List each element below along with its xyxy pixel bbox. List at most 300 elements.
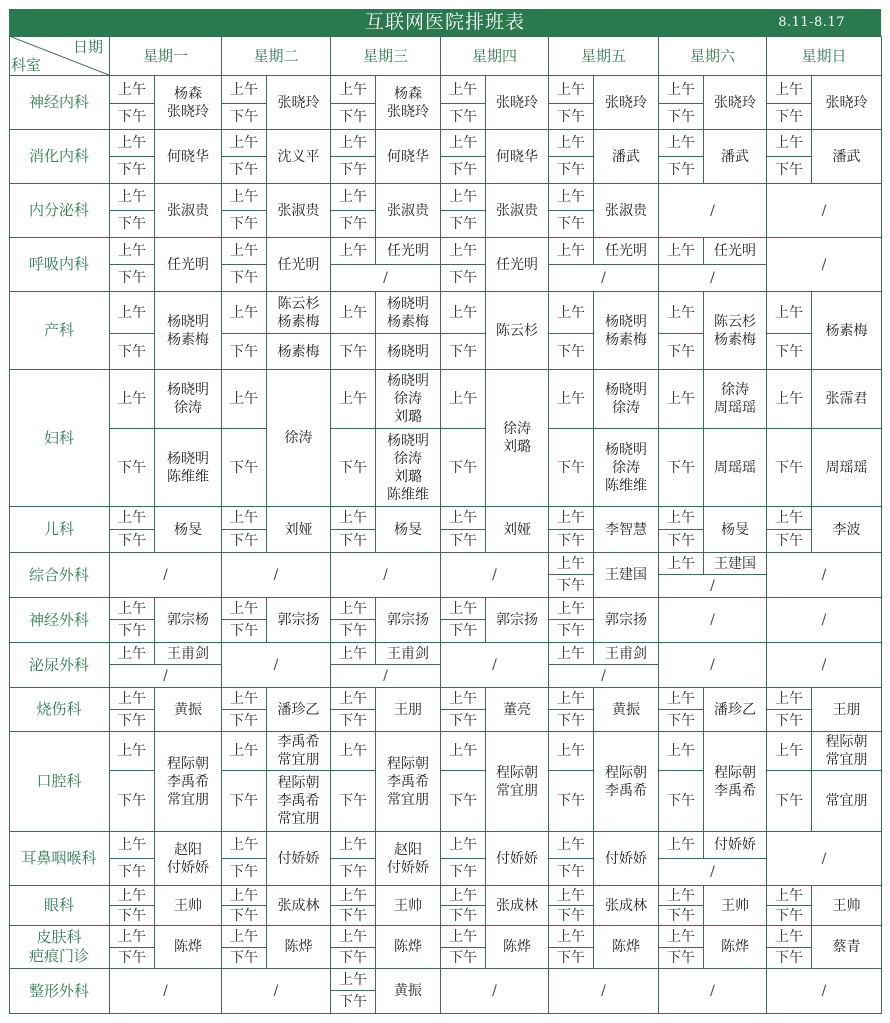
am-label: 上午 — [549, 732, 594, 771]
doctor-names: 徐涛 周瑶瑶 — [704, 370, 767, 429]
date-range: 8.11-8.17 — [778, 15, 845, 30]
am-label: 上午 — [110, 130, 155, 157]
empty-slot: / — [767, 184, 882, 238]
am-label: 上午 — [222, 370, 267, 429]
am-label: 上午 — [549, 598, 594, 620]
doctor-names: 任光明 — [376, 238, 441, 265]
doctor-names: 周瑶瑶 — [812, 429, 882, 507]
doctor-names: 程际朝 李禹希 常宜朋 — [267, 771, 331, 832]
doctor-names: 任光明 — [704, 238, 767, 265]
doctor-names: 程际朝 常宜朋 — [812, 732, 882, 771]
am-label: 上午 — [331, 184, 376, 211]
doctor-names: 刘娅 — [486, 507, 549, 553]
doctor-names: 张晓玲 — [594, 76, 659, 130]
am-label: 上午 — [222, 130, 267, 157]
doctor-names: 陈烨 — [155, 926, 222, 969]
pm-label: 下午 — [549, 906, 594, 926]
pm-label: 下午 — [110, 104, 155, 130]
empty-slot: / — [110, 553, 222, 598]
pm-label: 下午 — [331, 429, 376, 507]
am-label: 上午 — [441, 238, 486, 265]
pm-label: 下午 — [549, 530, 594, 553]
doctor-names: 张晓玲 — [704, 76, 767, 130]
am-label: 上午 — [659, 507, 704, 530]
pm-label: 下午 — [110, 771, 155, 832]
pm-label: 下午 — [110, 265, 155, 292]
am-label: 上午 — [331, 643, 376, 665]
department-name: 综合外科 — [9, 553, 110, 598]
doctor-names: 陈烨 — [267, 926, 331, 969]
pm-label: 下午 — [549, 334, 594, 370]
doctor-names: 陈烨 — [594, 926, 659, 969]
pm-label: 下午 — [222, 104, 267, 130]
pm-label: 下午 — [549, 157, 594, 184]
doctor-names: 潘武 — [812, 130, 882, 184]
pm-label: 下午 — [110, 429, 155, 507]
pm-label: 下午 — [659, 948, 704, 969]
doctor-names: 王帅 — [812, 886, 882, 926]
pm-label: 下午 — [441, 710, 486, 732]
day-header: 星期日 — [767, 36, 882, 76]
pm-label: 下午 — [441, 530, 486, 553]
doctor-names: 王朋 — [812, 688, 882, 732]
doctor-names: 王帅 — [376, 886, 441, 926]
pm-label: 下午 — [331, 859, 376, 886]
pm-label: 下午 — [331, 710, 376, 732]
am-label: 上午 — [331, 507, 376, 530]
am-label: 上午 — [110, 292, 155, 334]
pm-label: 下午 — [549, 620, 594, 643]
doctor-names: 何晓华 — [155, 130, 222, 184]
am-label: 上午 — [767, 76, 812, 104]
pm-label: 下午 — [110, 710, 155, 732]
pm-label: 下午 — [331, 620, 376, 643]
pm-label: 下午 — [659, 771, 704, 832]
doctor-names: 陈云杉 杨素梅 — [704, 292, 767, 370]
am-label: 上午 — [331, 688, 376, 710]
am-label: 上午 — [441, 507, 486, 530]
pm-label: 下午 — [222, 530, 267, 553]
doctor-names: 杨晓明 徐涛 刘璐 — [376, 370, 441, 429]
doctor-names: 张晓玲 — [267, 76, 331, 130]
day-header: 星期六 — [659, 36, 767, 76]
am-label: 上午 — [441, 926, 486, 948]
doctor-names: 程际朝 李禹希 — [704, 732, 767, 832]
pm-label: 下午 — [222, 429, 267, 507]
am-label: 上午 — [222, 238, 267, 265]
doctor-names: 杨旻 — [704, 507, 767, 553]
doctor-names: 郭宗扬 — [267, 598, 331, 643]
department-name: 神经外科 — [9, 598, 110, 643]
pm-label: 下午 — [441, 906, 486, 926]
doctor-names: 付娇娇 — [594, 832, 659, 886]
day-header: 星期五 — [549, 36, 659, 76]
pm-label: 下午 — [110, 334, 155, 370]
empty-slot: / — [110, 665, 222, 688]
am-label: 上午 — [659, 688, 704, 710]
am-label: 上午 — [659, 926, 704, 948]
empty-slot: / — [549, 665, 659, 688]
pm-label: 下午 — [222, 859, 267, 886]
empty-slot: / — [222, 553, 331, 598]
pm-label: 下午 — [110, 211, 155, 238]
doctor-names: 潘珍乙 — [704, 688, 767, 732]
doctor-names: 黄振 — [376, 969, 441, 1014]
pm-label: 下午 — [441, 948, 486, 969]
pm-label: 下午 — [441, 859, 486, 886]
doctor-names: 何晓华 — [486, 130, 549, 184]
am-label: 上午 — [331, 76, 376, 104]
am-label: 上午 — [441, 598, 486, 620]
doctor-names: 张晓玲 — [486, 76, 549, 130]
doctor-names: 潘珍乙 — [267, 688, 331, 732]
doctor-names: 陈烨 — [376, 926, 441, 969]
am-label: 上午 — [441, 370, 486, 429]
empty-slot: / — [767, 969, 882, 1014]
pm-label: 下午 — [767, 104, 812, 130]
pm-label: 下午 — [767, 948, 812, 969]
am-label: 上午 — [222, 76, 267, 104]
empty-slot: / — [441, 969, 549, 1014]
am-label: 上午 — [222, 598, 267, 620]
am-label: 上午 — [659, 732, 704, 771]
department-name: 呼吸内科 — [9, 238, 110, 292]
empty-slot: / — [767, 238, 882, 292]
doctor-names: 潘武 — [704, 130, 767, 184]
pm-label: 下午 — [110, 157, 155, 184]
doctor-names: 李智慧 — [594, 507, 659, 553]
am-label: 上午 — [659, 76, 704, 104]
pm-label: 下午 — [659, 157, 704, 184]
doctor-names: 杨森 张晓玲 — [155, 76, 222, 130]
empty-slot: / — [659, 575, 767, 598]
pm-label: 下午 — [441, 771, 486, 832]
am-label: 上午 — [441, 292, 486, 334]
am-label: 上午 — [110, 688, 155, 710]
pm-label: 下午 — [549, 429, 594, 507]
doctor-names: 付娇娇 — [704, 832, 767, 859]
empty-slot: / — [659, 643, 767, 688]
am-label: 上午 — [659, 553, 704, 575]
doctor-names: 黄振 — [594, 688, 659, 732]
am-label: 上午 — [110, 76, 155, 104]
department-name: 烧伤科 — [9, 688, 110, 732]
am-label: 上午 — [549, 507, 594, 530]
am-label: 上午 — [331, 370, 376, 429]
pm-label: 下午 — [659, 530, 704, 553]
department-name: 消化内科 — [9, 130, 110, 184]
pm-label: 下午 — [441, 157, 486, 184]
doctor-names: 任光明 — [594, 238, 659, 265]
am-label: 上午 — [549, 292, 594, 334]
am-label: 上午 — [222, 184, 267, 211]
doctor-names: 李禹希 常宜朋 — [267, 732, 331, 771]
department-name: 内分泌科 — [9, 184, 110, 238]
doctor-names: 郭宗扬 — [376, 598, 441, 643]
am-label: 上午 — [222, 292, 267, 334]
am-label: 上午 — [110, 643, 155, 665]
am-label: 上午 — [222, 507, 267, 530]
pm-label: 下午 — [767, 530, 812, 553]
am-label: 上午 — [549, 238, 594, 265]
am-label: 上午 — [331, 732, 376, 771]
pm-label: 下午 — [549, 104, 594, 130]
am-label: 上午 — [110, 926, 155, 948]
doctor-names: 张成林 — [486, 886, 549, 926]
doctor-names: 杨素梅 — [812, 292, 882, 370]
am-label: 上午 — [331, 969, 376, 991]
pm-label: 下午 — [110, 859, 155, 886]
pm-label: 下午 — [659, 104, 704, 130]
am-label: 上午 — [549, 76, 594, 104]
doctor-names: 李波 — [812, 507, 882, 553]
am-label: 上午 — [767, 292, 812, 334]
doctor-names: 张淑贵 — [376, 184, 441, 238]
empty-slot: / — [222, 643, 331, 688]
am-label: 上午 — [767, 732, 812, 771]
empty-slot: / — [110, 969, 222, 1014]
doctor-names: 郭宗扬 — [594, 598, 659, 643]
pm-label: 下午 — [110, 620, 155, 643]
am-label: 上午 — [549, 553, 594, 575]
day-header: 星期四 — [441, 36, 549, 76]
pm-label: 下午 — [331, 530, 376, 553]
doctor-names: 郭宗杨 — [155, 598, 222, 643]
pm-label: 下午 — [222, 620, 267, 643]
doctor-names: 张淑贵 — [486, 184, 549, 238]
doctor-names: 董亮 — [486, 688, 549, 732]
doctor-names: 张成林 — [267, 886, 331, 926]
doctor-names: 程际朝 李禹希 常宜朋 — [155, 732, 222, 832]
doctor-names: 王建国 — [704, 553, 767, 575]
doctor-names: 刘娅 — [267, 507, 331, 553]
pm-label: 下午 — [549, 771, 594, 832]
am-label: 上午 — [110, 184, 155, 211]
am-label: 上午 — [441, 130, 486, 157]
pm-label: 下午 — [767, 906, 812, 926]
doctor-names: 任光明 — [267, 238, 331, 292]
empty-slot: / — [331, 553, 441, 598]
pm-label: 下午 — [767, 157, 812, 184]
day-header: 星期一 — [110, 36, 222, 76]
pm-label: 下午 — [441, 211, 486, 238]
am-label: 上午 — [767, 130, 812, 157]
pm-label: 下午 — [549, 948, 594, 969]
pm-label: 下午 — [331, 771, 376, 832]
doctor-names: 杨晓明 杨素梅 — [376, 292, 441, 334]
pm-label: 下午 — [222, 948, 267, 969]
empty-slot: / — [659, 265, 767, 292]
pm-label: 下午 — [659, 710, 704, 732]
pm-label: 下午 — [222, 710, 267, 732]
doctor-names: 王建国 — [594, 553, 659, 598]
am-label: 上午 — [331, 292, 376, 334]
pm-label: 下午 — [549, 859, 594, 886]
am-label: 上午 — [110, 238, 155, 265]
am-label: 上午 — [549, 130, 594, 157]
am-label: 上午 — [331, 130, 376, 157]
doctor-names: 杨晓明 — [376, 334, 441, 370]
pm-label: 下午 — [441, 265, 486, 292]
am-label: 上午 — [441, 886, 486, 906]
empty-slot: / — [767, 598, 882, 643]
pm-label: 下午 — [222, 334, 267, 370]
empty-slot: / — [331, 665, 441, 688]
pm-label: 下午 — [549, 575, 594, 598]
doctor-names: 杨晓明 陈维维 — [155, 429, 222, 507]
am-label: 上午 — [441, 184, 486, 211]
am-label: 上午 — [659, 370, 704, 429]
doctor-names: 郭宗扬 — [486, 598, 549, 643]
doctor-names: 王甫剑 — [155, 643, 222, 665]
doctor-names: 王帅 — [155, 886, 222, 926]
doctor-names: 付娇娇 — [486, 832, 549, 886]
doctor-names: 张晓玲 — [812, 76, 882, 130]
pm-label: 下午 — [331, 334, 376, 370]
corner-date-label: 日期 — [72, 38, 103, 56]
pm-label: 下午 — [331, 948, 376, 969]
doctor-names: 陈云杉 — [486, 292, 549, 370]
doctor-names: 王朋 — [376, 688, 441, 732]
am-label: 上午 — [549, 926, 594, 948]
pm-label: 下午 — [549, 211, 594, 238]
empty-slot: / — [659, 859, 767, 886]
am-label: 上午 — [441, 688, 486, 710]
pm-label: 下午 — [222, 771, 267, 832]
am-label: 上午 — [110, 507, 155, 530]
empty-slot: / — [767, 643, 882, 688]
doctor-names: 常宜朋 — [812, 771, 882, 832]
pm-label: 下午 — [767, 710, 812, 732]
department-name: 儿科 — [9, 507, 110, 553]
pm-label: 下午 — [441, 334, 486, 370]
am-label: 上午 — [222, 926, 267, 948]
pm-label: 下午 — [222, 157, 267, 184]
empty-slot: / — [767, 553, 882, 598]
doctor-names: 任光明 — [155, 238, 222, 292]
doctor-names: 王甫剑 — [594, 643, 659, 665]
department-name: 耳鼻咽喉科 — [9, 832, 110, 886]
day-header: 星期三 — [331, 36, 441, 76]
am-label: 上午 — [222, 886, 267, 906]
am-label: 上午 — [110, 832, 155, 859]
doctor-names: 程际朝 李禹希 — [594, 732, 659, 832]
doctor-names: 杨晓明 杨素梅 — [594, 292, 659, 370]
am-label: 上午 — [767, 886, 812, 906]
am-label: 上午 — [441, 832, 486, 859]
am-label: 上午 — [441, 732, 486, 771]
doctor-names: 程际朝 常宜朋 — [486, 732, 549, 832]
doctor-names: 张成林 — [594, 886, 659, 926]
pm-label: 下午 — [110, 530, 155, 553]
doctor-names: 蔡青 — [812, 926, 882, 969]
doctor-names: 付娇娇 — [267, 832, 331, 886]
am-label: 上午 — [549, 886, 594, 906]
doctor-names: 杨晓明 徐涛 — [594, 370, 659, 429]
pm-label: 下午 — [767, 771, 812, 832]
pm-label: 下午 — [222, 265, 267, 292]
doctor-names: 赵阳 付娇娇 — [376, 832, 441, 886]
am-label: 上午 — [222, 732, 267, 771]
pm-label: 下午 — [331, 104, 376, 130]
doctor-names: 杨晓明 徐涛 陈维维 — [594, 429, 659, 507]
corner-header — [9, 36, 110, 76]
am-label: 上午 — [767, 688, 812, 710]
department-name: 泌尿外科 — [9, 643, 110, 688]
doctor-names: 黄振 — [155, 688, 222, 732]
department-name: 整形外科 — [9, 969, 110, 1014]
empty-slot: / — [767, 832, 882, 886]
empty-slot: / — [441, 643, 549, 688]
pm-label: 下午 — [441, 620, 486, 643]
pm-label: 下午 — [331, 157, 376, 184]
am-label: 上午 — [222, 688, 267, 710]
empty-slot: / — [441, 553, 549, 598]
pm-label: 下午 — [767, 429, 812, 507]
department-name: 产科 — [9, 292, 110, 370]
pm-label: 下午 — [110, 948, 155, 969]
am-label: 上午 — [659, 832, 704, 859]
pm-label: 下午 — [549, 710, 594, 732]
pm-label: 下午 — [659, 429, 704, 507]
empty-slot: / — [549, 969, 659, 1014]
am-label: 上午 — [222, 832, 267, 859]
pm-label: 下午 — [222, 906, 267, 926]
doctor-names: 杨旻 — [376, 507, 441, 553]
empty-slot: / — [659, 598, 767, 643]
pm-label: 下午 — [659, 906, 704, 926]
am-label: 上午 — [110, 732, 155, 771]
page-title: 互联网医院排班表 — [364, 11, 525, 33]
department-name: 皮肤科 疤痕门诊 — [9, 926, 110, 969]
doctor-names: 沈义平 — [267, 130, 331, 184]
empty-slot: / — [659, 184, 767, 238]
department-name: 口腔科 — [9, 732, 110, 832]
am-label: 上午 — [767, 926, 812, 948]
am-label: 上午 — [331, 598, 376, 620]
pm-label: 下午 — [441, 429, 486, 507]
pm-label: 下午 — [767, 334, 812, 370]
doctor-names: 程际朝 李禹希 常宜朋 — [376, 732, 441, 832]
am-label: 上午 — [549, 184, 594, 211]
doctor-names: 潘武 — [594, 130, 659, 184]
am-label: 上午 — [659, 238, 704, 265]
pm-label: 下午 — [331, 906, 376, 926]
empty-slot: / — [549, 265, 659, 292]
am-label: 上午 — [110, 370, 155, 429]
doctor-names: 杨晓明 徐涛 刘璐 陈维维 — [376, 429, 441, 507]
doctor-names: 任光明 — [486, 238, 549, 292]
doctor-names: 徐涛 — [267, 370, 331, 507]
pm-label: 下午 — [441, 104, 486, 130]
empty-slot: / — [331, 265, 441, 292]
pm-label: 下午 — [331, 211, 376, 238]
department-name: 眼科 — [9, 886, 110, 926]
am-label: 上午 — [549, 370, 594, 429]
doctor-names: 杨旻 — [155, 507, 222, 553]
am-label: 上午 — [110, 886, 155, 906]
doctor-names: 徐涛 刘璐 — [486, 370, 549, 507]
am-label: 上午 — [767, 507, 812, 530]
doctor-names: 陈烨 — [704, 926, 767, 969]
doctor-names: 周瑶瑶 — [704, 429, 767, 507]
doctor-names: 王甫剑 — [376, 643, 441, 665]
doctor-names: 杨素梅 — [267, 334, 331, 370]
pm-label: 下午 — [110, 906, 155, 926]
pm-label: 下午 — [659, 334, 704, 370]
doctor-names: 张霈君 — [812, 370, 882, 429]
pm-label: 下午 — [331, 991, 376, 1014]
